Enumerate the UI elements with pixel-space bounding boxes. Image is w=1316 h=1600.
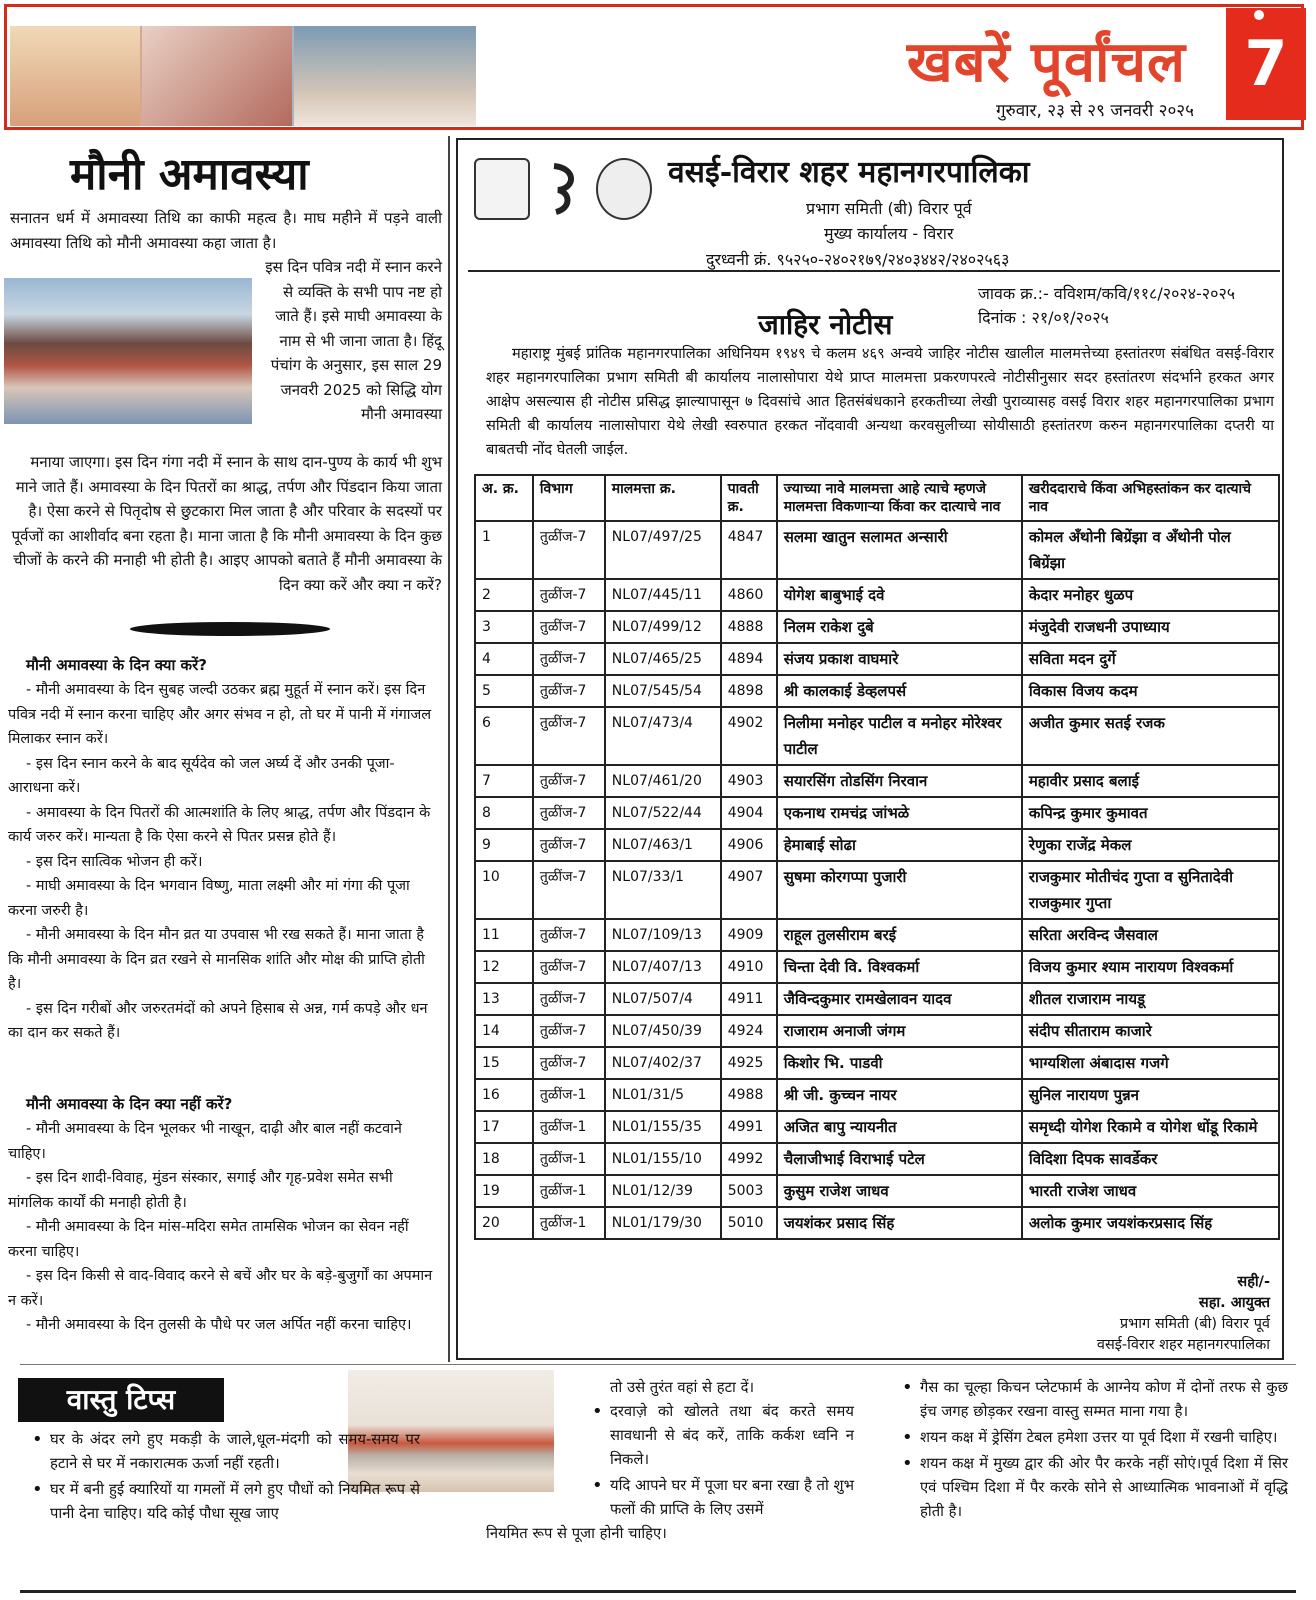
cell-seller: अजित बापु न्यायनीत [777, 1111, 1022, 1143]
cell-buyer: अजीत कुमार सतई रजक [1022, 707, 1279, 765]
page-number-dot [1254, 10, 1264, 20]
table-row [475, 861, 1279, 919]
cell-ward: तुळींज-1 [533, 1079, 605, 1111]
do-item: - मौनी अमावस्या के दिन सुबह जल्दी उठकर ब्रह्म मुहूर्त में स्नान करें। इस दिन पवित्र नदी में स्नान करना चाहिए और अगर संभव न हो, तो घर में पानी में गंगाजल मिलाकर स्नान करें। [8, 682, 432, 747]
cell-sr-no: 6 [475, 707, 533, 765]
cell-ward: तुळींज-7 [533, 797, 605, 829]
cell-buyer: सुनिल नारायण पुन्नन [1022, 1079, 1279, 1111]
table-row [475, 797, 1279, 829]
org-name: वसई-विरार शहर महानगरपालिका [668, 155, 1030, 190]
cell-property-no: NL07/407/13 [605, 951, 721, 983]
cell-property-no: NL01/12/39 [605, 1175, 721, 1207]
cell-receipt-no: 4904 [721, 797, 777, 829]
cell-buyer: संदीप सीताराम काजारे [1022, 1015, 1279, 1047]
cell-buyer: सरिता अरविन्द जैसवाल [1022, 919, 1279, 951]
cell-sr-no: 9 [475, 829, 533, 861]
dont-list [8, 1117, 438, 1338]
cell-receipt-no: 5003 [721, 1175, 777, 1207]
cell-property-no: NL01/179/30 [605, 1207, 721, 1239]
cell-sr-no: 5 [475, 675, 533, 707]
cell-ward: तुळींज-7 [533, 579, 605, 611]
page-number: 7 [1226, 8, 1306, 120]
cell-ward: तुळींज-7 [533, 919, 605, 951]
cell-seller: निलम राकेश दुबे [777, 611, 1022, 643]
table-row [475, 951, 1279, 983]
cell-sr-no: 11 [475, 919, 533, 951]
table-row [475, 707, 1279, 765]
reference-date: दिनांक : २१/०१/२०२५ [978, 308, 1109, 327]
cell-ward: तुळींज-7 [533, 951, 605, 983]
cell-sr-no: 18 [475, 1143, 533, 1175]
cell-seller: चिन्ता देवी वि. विश्वकर्मा [777, 951, 1022, 983]
cell-seller: जैविन्दकुमार रामखेलावन यादव [777, 983, 1022, 1015]
cell-ward: तुळींज-7 [533, 1015, 605, 1047]
cell-seller: राहूल तुलसीराम बरई [777, 919, 1022, 951]
cell-sr-no: 4 [475, 643, 533, 675]
cell-receipt-no: 4909 [721, 919, 777, 951]
cell-buyer: महावीर प्रसाद बलाई [1022, 765, 1279, 797]
cell-sr-no: 20 [475, 1207, 533, 1239]
cell-buyer: विजय कुमार श्याम नारायण विश्वकर्मा [1022, 951, 1279, 983]
cell-property-no: NL07/497/25 [605, 521, 721, 579]
vastu-continuation: तो उसे तुरंत वहां से हटा दें। [610, 1379, 755, 1396]
cell-buyer: भारती राजेश जाधव [1022, 1175, 1279, 1207]
do-heading: मौनी अमावस्या के दिन क्या करें? [26, 656, 207, 674]
table-header-row [475, 475, 1279, 521]
cell-seller: चैलाजीभाई विराभाई पटेल [777, 1143, 1022, 1175]
do-item: - मौनी अमावस्या के दिन मौन व्रत या उपवास भी रख सकते हैं। माना जाता है कि मौनी अमावस्या के दिन व्रत रखने से मानसिक शांति और मोक्ष की प्राप्ति होती है। [8, 927, 425, 992]
signature-block [1040, 1272, 1270, 1356]
header-photo-runner [294, 26, 476, 126]
vastu-tip: • यदि आपने घर में पूजा घर बना रखा है तो शुभ फलों की प्राप्ति के लिए उसमें [588, 1474, 854, 1522]
cell-buyer: अलोक कुमार जयशंकरप्रसाद सिंह [1022, 1207, 1279, 1239]
cell-seller: हेमाबाई सोढा [777, 829, 1022, 861]
cell-buyer: समृध्दी योगेश रिकामे व योगेश धोंडू रिकामे [1022, 1111, 1279, 1143]
table-row [475, 983, 1279, 1015]
header-sr-no: अ. क्र. [475, 475, 533, 521]
cell-buyer: शीतल राजाराम नायडू [1022, 983, 1279, 1015]
swachh-logo [536, 158, 592, 220]
org-phone: दुरध्वनी क्रं. ९५२५०-२४०२१७९/२४०३४४२/२४०२५६३ [706, 250, 1010, 269]
cell-receipt-no: 4911 [721, 983, 777, 1015]
cell-receipt-no: 4910 [721, 951, 777, 983]
cell-receipt-no: 4860 [721, 579, 777, 611]
header-seller: ज्याच्या नावे मालमत्ता आहे त्याचे म्हणजे मालमत्ता विकणाऱ्या किंवा कर दात्याचे नाव [777, 475, 1022, 521]
do-item: - माघी अमावस्या के दिन भगवान विष्णु, माता लक्ष्मी और मां गंगा की पूजा करना जरुरी है। [8, 878, 410, 919]
cell-ward: तुळींज-7 [533, 983, 605, 1015]
cell-property-no: NL01/155/35 [605, 1111, 721, 1143]
header-buyer: खरीददाराचे किंवा अभिहस्तांकन कर दात्याचे नाव [1022, 475, 1279, 521]
cell-sr-no: 19 [475, 1175, 533, 1207]
vastu-tip: • शयन कक्ष में मुख्य द्वार की ओर पैर करके नहीं सोएं।पूर्व दिशा में सिर एवं पश्चिम दिशा में पैर करके सोने से आध्यात्मिक भावनाओं में वृद्धि होती है। [898, 1452, 1288, 1524]
cell-property-no: NL07/507/4 [605, 983, 721, 1015]
dont-item: - मौनी अमावस्या के दिन तुलसी के पौधे पर जल अर्पित नहीं करना चाहिए। [26, 1317, 412, 1333]
cell-sr-no: 10 [475, 861, 533, 919]
cell-receipt-no: 4847 [721, 521, 777, 579]
cell-ward: तुळींज-1 [533, 1175, 605, 1207]
cell-property-no: NL07/473/4 [605, 707, 721, 765]
cell-receipt-no: 4903 [721, 765, 777, 797]
cell-property-no: NL07/465/25 [605, 643, 721, 675]
cell-ward: तुळींज-7 [533, 829, 605, 861]
table-row [475, 521, 1279, 579]
cell-seller: योगेश बाबुभाई दवे [777, 579, 1022, 611]
cell-sr-no: 1 [475, 521, 533, 579]
cell-seller: राजाराम अनाजी जंगम [777, 1015, 1022, 1047]
cell-property-no: NL07/402/37 [605, 1047, 721, 1079]
dont-heading: मौनी अमावस्या के दिन क्या नहीं करें? [26, 1095, 233, 1113]
header-property-no: मालमत्ता क्र. [605, 475, 721, 521]
header-photo-woman [10, 26, 140, 126]
cell-buyer: सविता मदन दुर्गे [1022, 643, 1279, 675]
cell-seller: सयारसिंग तोडसिंग निरवान [777, 765, 1022, 797]
cell-buyer: राजकुमार मोतीचंद गुप्ता व सुनितादेवी राजकुमार गुप्ता [1022, 861, 1279, 919]
cell-seller: सलमा खातुन सलामत अन्सारी [777, 521, 1022, 579]
table-row [475, 1111, 1279, 1143]
reference-number: जावक क्र.:- वविशम/कवि/११८/२०२४-२०२५ [978, 284, 1236, 303]
dont-item: - इस दिन किसी से वाद-विवाद करने से बचें और घर के बड़े-बुजुर्गों का अपमान न करें। [8, 1268, 433, 1309]
table-body [475, 521, 1279, 1239]
cell-buyer: रेणुका राजेंद्र मेकल [1022, 829, 1279, 861]
vastu-tip: • घर के अंदर लगे हुए मकड़ी के जाले,धूल-मंदगी को समय-समय पर हटाने से घर में नकारात्मक ऊर्जा नहीं रहती। [28, 1428, 420, 1476]
header-photo-heart [142, 26, 292, 126]
cell-buyer: कपिन्द्र कुमार कुमावत [1022, 797, 1279, 829]
notice-title: जाहिर नोटीस [758, 308, 893, 341]
cell-sr-no: 3 [475, 611, 533, 643]
cell-ward: तुळींज-7 [533, 675, 605, 707]
vastu-list-2 [588, 1400, 854, 1524]
cell-ward: तुळींज-7 [533, 765, 605, 797]
cell-sr-no: 17 [475, 1111, 533, 1143]
property-transfer-table [474, 474, 1280, 1240]
cell-buyer: कोमल अँथोनी बिग्रेंझा व अँथोनी पोल बिग्रेंझा [1022, 521, 1279, 579]
cell-seller: एकनाथ रामचंद्र जांभळे [777, 797, 1022, 829]
emblem-logo [474, 158, 530, 220]
cell-property-no: NL07/450/39 [605, 1015, 721, 1047]
table-row [475, 643, 1279, 675]
cell-buyer: विदिशा दिपक सावर्डेकर [1022, 1143, 1279, 1175]
cell-sr-no: 7 [475, 765, 533, 797]
org-logos [474, 158, 654, 226]
cell-sr-no: 2 [475, 579, 533, 611]
vastu-list-1 [28, 1428, 420, 1528]
vastu-tip: • गैस का चूल्हा किचन प्लेटफार्म के आग्नेय कोण में दोनों तरफ से कुछ इंच जगह छोड़कर रखना वास्तु सम्मत माना गया है। [898, 1376, 1288, 1424]
do-item: - इस दिन सात्विक भोजन ही करें। [26, 853, 203, 870]
cell-property-no: NL07/499/12 [605, 611, 721, 643]
table-row [475, 1047, 1279, 1079]
header-photo-strip [10, 26, 476, 126]
cell-buyer: विकास विजय कदम [1022, 675, 1279, 707]
column-rule [448, 136, 450, 1362]
cell-property-no: NL07/33/1 [605, 861, 721, 919]
table-row [475, 1175, 1279, 1207]
table-row [475, 1015, 1279, 1047]
issue-date: गुरुवार, २३ से २९ जनवरी २०२५ [995, 101, 1194, 121]
vastu-tail: नियमित रूप से पूजा होनी चाहिए। [486, 1525, 667, 1542]
table-row [475, 1079, 1279, 1111]
vastu-tip: • घर में बनी हुई क्यारियों या गमलों में लगे हुए पौधों को नियमित रूप से पानी देना चाहिए। यदि कोई पौधा सूख जाए [28, 1478, 420, 1526]
cell-seller: श्री कालकाई डेव्हलपर्स [777, 675, 1022, 707]
article-photo [4, 278, 252, 424]
article-intro-top: सनातन धर्म में अमावस्या तिथि का काफी महत्व है। माघ महीने में पड़ने वाली अमावस्या तिथि को मौनी अमावस्या कहा जाता है। [10, 209, 442, 252]
cell-sr-no: 14 [475, 1015, 533, 1047]
signatory-title: सहा. आयुक्त [1198, 1295, 1270, 1311]
cell-property-no: NL07/522/44 [605, 797, 721, 829]
cell-sr-no: 15 [475, 1047, 533, 1079]
do-item: - इस दिन स्नान करने के बाद सूर्यदेव को जल अर्घ्य दें और उनकी पूजा-आराधना करें। [8, 755, 395, 796]
cell-receipt-no: 4894 [721, 643, 777, 675]
cell-property-no: NL07/461/20 [605, 765, 721, 797]
vastu-list-3 [898, 1376, 1288, 1526]
vvcmc-seal-logo [596, 158, 652, 220]
dont-item: - मौनी अमावस्या के दिन मांस-मदिरा समेत तामसिक भोजन का सेवन नहीं करना चाहिए। [8, 1219, 409, 1260]
cell-seller: किशोर भि. पाडवी [777, 1047, 1022, 1079]
do-item: - इस दिन गरीबों और जरुरतमंदों को अपने हिसाब से अन्न, गर्म कपड़े और धन का दान कर सकते हैं। [8, 1000, 428, 1041]
cell-receipt-no: 4925 [721, 1047, 777, 1079]
table-row [475, 675, 1279, 707]
do-item: - अमावस्या के दिन पितरों की आत्मशांति के लिए श्राद्ध, तर्पण और पिंडदान के कार्य जरुर करें। मान्यता है कि ऐसा करने से पितर प्रसन्न होते हैं। [8, 804, 431, 845]
cell-receipt-no: 4902 [721, 707, 777, 765]
cell-property-no: NL01/155/10 [605, 1143, 721, 1175]
cell-buyer: भाग्यशिला अंबादास गजगे [1022, 1047, 1279, 1079]
signature-mark: सही/- [1237, 1274, 1270, 1290]
vastu-title: वास्तु टिप्स [18, 1378, 224, 1422]
cell-property-no: NL01/31/5 [605, 1079, 721, 1111]
table-row [475, 611, 1279, 643]
cell-receipt-no: 4898 [721, 675, 777, 707]
cell-sr-no: 16 [475, 1079, 533, 1111]
table-row [475, 765, 1279, 797]
dont-item: - मौनी अमावस्या के दिन भूलकर भी नाखून, दाढ़ी और बाल नहीं कटवाने चाहिए। [8, 1121, 402, 1162]
cell-property-no: NL07/109/13 [605, 919, 721, 951]
cell-sr-no: 13 [475, 983, 533, 1015]
cell-property-no: NL07/463/1 [605, 829, 721, 861]
cell-ward: तुळींज-1 [533, 1111, 605, 1143]
article-title: मौनी अमावस्या [70, 149, 309, 200]
table-row [475, 919, 1279, 951]
article-intro-right: इस दिन पवित्र नदी में स्नान करने से व्यक्ति के सभी पाप नष्ट हो जाते हैं। इसे माघी अमावस्या के नाम से भी जाना जाता है। हिंदू पंचांग के अनुसार, इस साल 29 जनवरी 2025 को सिद्धि योग मौनी अमावस्या [265, 258, 442, 423]
cell-property-no: NL07/445/11 [605, 579, 721, 611]
cell-ward: तुळींज-7 [533, 521, 605, 579]
cell-receipt-no: 5010 [721, 1207, 777, 1239]
cell-seller: श्री जी. कुच्चन नायर [777, 1079, 1022, 1111]
cell-ward: तुळींज-1 [533, 1207, 605, 1239]
table-row [475, 1207, 1279, 1239]
org-ward: प्रभाग समिती (बी) विरार पूर्व [806, 199, 972, 218]
header-receipt-no: पावती क्र. [721, 475, 777, 521]
cell-seller: सुषमा कोरगप्पा पुजारी [777, 861, 1022, 919]
cell-receipt-no: 4907 [721, 861, 777, 919]
notice-body: महाराष्ट्र मुंबई प्रांतिक महानगरपालिका अधिनियम १९४९ चे कलम ४६९ अन्वये जाहिर नोटीस खालील मालमत्तेच्या हस्तांतरण संबंधित वसई-विरार शहर महानगरपालिका प्रभाग समिती बी कार्यालय नालासोपारा येथे प्राप्त मालमत्ता प्रकरणपरत्वे नोटीसीनुसार सदर हस्तांतरण संदर्भाने हरकत अगर आक्षेप असल्यास ही नोटीस प्रसिद्ध झाल्यापासून ७ दिवसांचे आत हितसंबंधकाने हरकतीच्या लेखी पुराव्यासह वसई विरार शहर महानगरपालिका प्रभाग समिती बी कार्यालय नालासोपारा येथे लेखी स्वरुपात हरकत नोंदवावी अन्यथा करवसुलीच्या सोयीसाठी हस्तांतरण करुन महानगरपालिका दप्तरी या बाबतची नोंद घेतली जाईल. [486, 345, 1274, 458]
header-ward: विभाग [533, 475, 605, 521]
org-office: मुख्य कार्यालय - विरार [824, 224, 954, 243]
cell-seller: कुसुम राजेश जाधव [777, 1175, 1022, 1207]
masthead: खबरें पूर्वांचल [906, 29, 1186, 95]
cell-sr-no: 12 [475, 951, 533, 983]
cell-ward: तुळींज-7 [533, 611, 605, 643]
org-rule [468, 270, 1280, 272]
signatory-ward: प्रभाग समिती (बी) विरार पूर्व [1119, 1316, 1270, 1332]
cell-ward: तुळींज-7 [533, 643, 605, 675]
cell-receipt-no: 4924 [721, 1015, 777, 1047]
cell-property-no: NL07/545/54 [605, 675, 721, 707]
vastu-rule [20, 1364, 1296, 1365]
cell-ward: तुळींज-7 [533, 707, 605, 765]
table-row [475, 579, 1279, 611]
dont-item: - इस दिन शादी-विवाह, मुंडन संस्कार, सगाई और गृह-प्रवेश समेत सभी मांगलिक कार्यों की मनाही होती है। [8, 1170, 393, 1211]
cell-seller: जयशंकर प्रसाद सिंह [777, 1207, 1022, 1239]
cell-sr-no: 8 [475, 797, 533, 829]
table-row [475, 829, 1279, 861]
cell-receipt-no: 4991 [721, 1111, 777, 1143]
vastu-tip: • शयन कक्ष में ड्रेसिंग टेबल हमेशा उत्तर या पूर्व दिशा में रखनी चाहिए। [898, 1426, 1288, 1450]
cell-receipt-no: 4888 [721, 611, 777, 643]
article-intro-bottom: मनाया जाएगा। इस दिन गंगा नदी में स्नान के साथ दान-पुण्य के कार्य भी शुभ माने जाते हैं। अमावस्या के दिन पितरों का श्राद्ध, तर्पण और पिंडदान किया जाता है। ऐसा करने से पितृदोष से छुटकारा मिल जाता है और परिवार के सदस्यों पर पूर्वजों का आशीर्वाद बना रहता है। माना जाता है कि मौनी अमावस्या के दिन कुछ चीजों के करने की मनाही भी होती है। आइए आपको बताते हैं मौनी अमावस्या के दिन क्या करें और क्या न करें? [11, 453, 442, 594]
cell-ward: तुळींज-1 [533, 1143, 605, 1175]
signatory-org: वसई-विरार शहर महानगरपालिका [1096, 1337, 1270, 1353]
cell-receipt-no: 4988 [721, 1079, 777, 1111]
cell-receipt-no: 4906 [721, 829, 777, 861]
cell-buyer: केदार मनोहर धुळप [1022, 579, 1279, 611]
cell-buyer: मंजुदेवी राजधनी उपाध्याय [1022, 611, 1279, 643]
table-row [475, 1143, 1279, 1175]
cell-ward: तुळींज-7 [533, 861, 605, 919]
vastu-tip: • दरवाज़े को खोलते तथा बंद करते समय सावधानी से बंद करें, ताकि कर्कश ध्वनि न निकले। [588, 1400, 854, 1472]
article-divider [130, 622, 330, 636]
cell-receipt-no: 4992 [721, 1143, 777, 1175]
do-list [8, 678, 438, 1046]
cell-ward: तुळींज-7 [533, 1047, 605, 1079]
cell-seller: निलीमा मनोहर पाटील व मनोहर मोरेश्वर पाटील [777, 707, 1022, 765]
cell-seller: संजय प्रकाश वाघमारे [777, 643, 1022, 675]
bottom-rule [20, 1590, 1296, 1593]
